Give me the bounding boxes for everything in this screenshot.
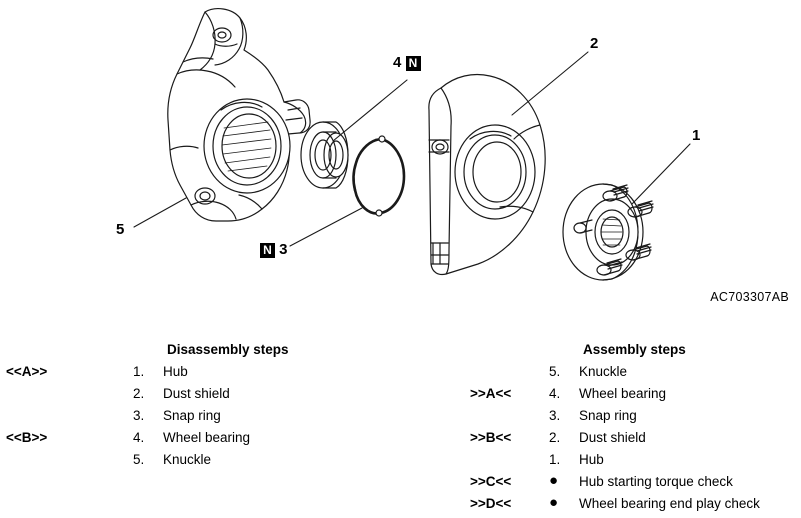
step-label: Knuckle xyxy=(579,364,628,379)
callout-4-group xyxy=(393,55,421,71)
wheel-bearing-part xyxy=(301,122,348,188)
assembly-marker-d: >>D<< xyxy=(470,496,512,511)
step-label: Dust shield xyxy=(579,430,646,445)
callout-3: 3 xyxy=(279,241,288,258)
assembly-marker-a: >>A<< xyxy=(470,386,512,401)
disassembly-marker-b: <<B>> xyxy=(6,430,48,445)
dust-shield-part xyxy=(429,75,545,275)
step-number: 2. xyxy=(549,430,561,445)
step-number: 3. xyxy=(133,408,145,423)
steps-area xyxy=(0,330,801,511)
step-label: Hub xyxy=(579,452,604,467)
step-number: 4. xyxy=(549,386,561,401)
step-number: 1. xyxy=(549,452,561,467)
step-number: 1. xyxy=(133,364,145,379)
step-label: Snap ring xyxy=(579,408,637,423)
step-label: Hub starting torque check xyxy=(579,474,733,489)
step-label: Wheel bearing end play check xyxy=(579,496,760,511)
callout-2: 2 xyxy=(590,35,599,52)
step-bullet: ● xyxy=(549,472,559,489)
step-number: 5. xyxy=(549,364,561,379)
callout-4: 4 xyxy=(393,54,402,71)
assembly-marker-b: >>B<< xyxy=(470,430,512,445)
step-number: 4. xyxy=(133,430,145,445)
step-bullet: ● xyxy=(549,494,559,511)
hub-part xyxy=(563,184,653,280)
callout-1: 1 xyxy=(692,127,701,144)
snap-ring-part xyxy=(354,136,404,216)
step-label: Hub xyxy=(163,364,188,379)
n-badge-icon-3: N xyxy=(260,243,275,258)
figure-code: AC703307AB xyxy=(710,290,789,304)
disassembly-steps-title: Disassembly steps xyxy=(167,342,289,357)
disassembly-marker-a: <<A>> xyxy=(6,364,48,379)
step-label: Dust shield xyxy=(163,386,230,401)
assembly-steps-title: Assembly steps xyxy=(583,342,686,357)
step-number: 2. xyxy=(133,386,145,401)
knuckle-part xyxy=(168,9,310,221)
step-number: 5. xyxy=(133,452,145,467)
callout-5: 5 xyxy=(116,221,125,238)
step-number: 3. xyxy=(549,408,561,423)
step-label: Wheel bearing xyxy=(163,430,251,445)
step-label: Wheel bearing xyxy=(579,386,667,401)
callout-3-group xyxy=(260,242,288,258)
n-badge-icon-4: N xyxy=(406,56,421,71)
step-label: Knuckle xyxy=(163,452,212,467)
assembly-marker-c: >>C<< xyxy=(470,474,512,489)
step-label: Snap ring xyxy=(163,408,221,423)
